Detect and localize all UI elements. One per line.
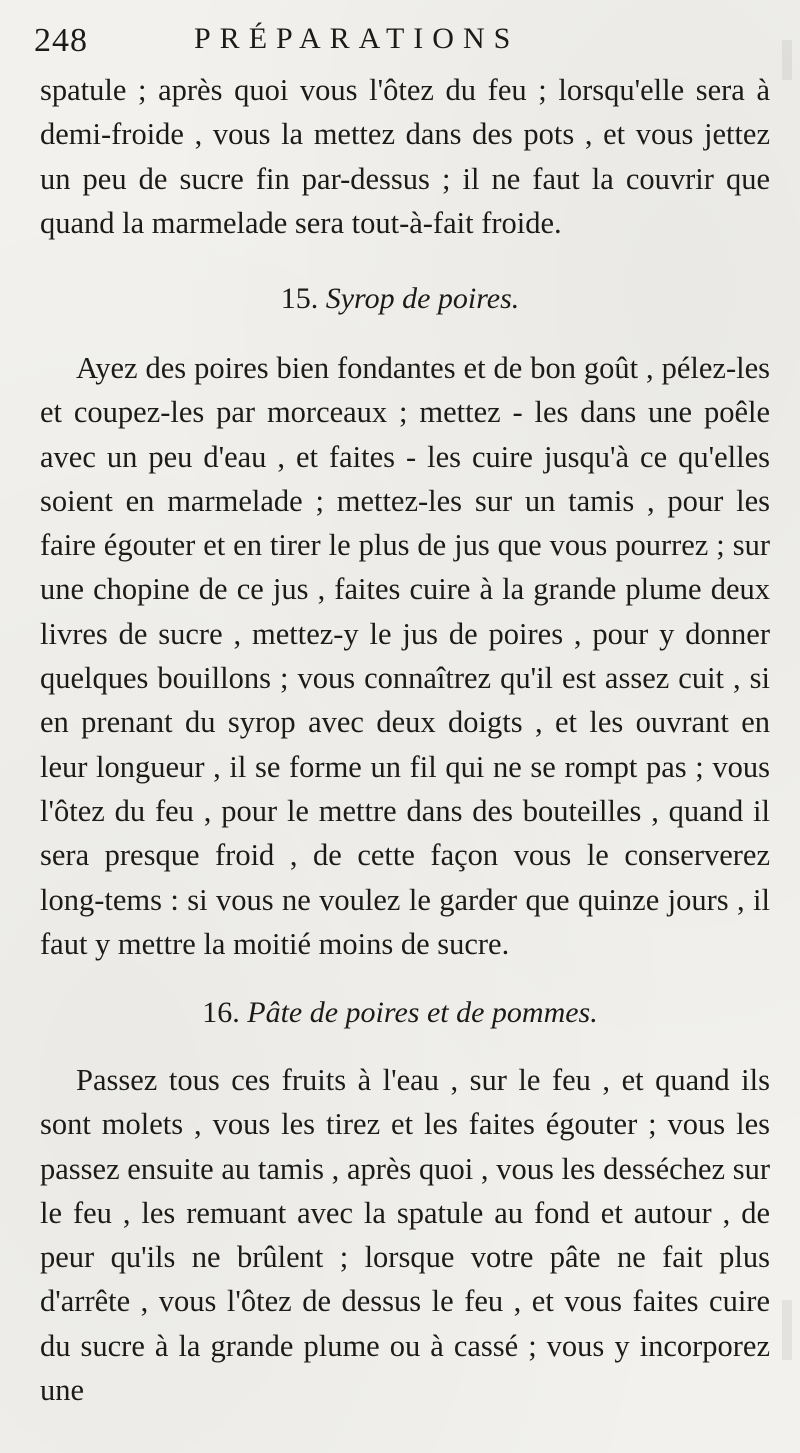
page-edge-shadow: [782, 40, 792, 80]
running-head: PRÉPARATIONS: [194, 22, 520, 55]
section-number: 15.: [280, 282, 319, 315]
page-header: [34, 22, 774, 66]
paragraph-continued: [40, 68, 770, 245]
section-heading-15: [0, 282, 800, 316]
page-number: 248: [34, 22, 88, 59]
section-number: 16.: [202, 996, 240, 1029]
paragraph-pate: [40, 1058, 770, 1412]
paragraph-syrop: [40, 346, 770, 966]
paragraph-text: Ayez des poires bien fondantes et de bon goût , pélez-les et coupez-les par morceaux ; mettez - les dans une poêle avec un peu d'eau , et faites - les cuire jusqu'à ce qu'elles soient en marmelade ; mettez-les sur un tamis , pour les faire égouter et en tirer le plus de jus que vous pourrez ; sur une chopine de ce jus , faites cuire à la grande plume deux livres de sucre , mettez-y le jus de poires , pour y donner quelques bouillons ; vous connaîtrez qu'il est assez cuit , si en prenant du syrop avec deux doigts , et les ouvrant en leur longueur , il se forme un fil qui ne se rompt pas ; vous l'ôtez du feu , pour le mettre dans des bouteilles , quand il sera presque froid , de cette façon vous le conserverez long-tems : si vous ne voulez le garder que quinze jours , il faut y mettre la moitié moins de sucre.: [40, 351, 770, 961]
section-heading-16: [0, 996, 800, 1030]
paragraph-text: Passez tous ces fruits à l'eau , sur le feu , et quand ils sont molets , vous les tirez et les faites égouter ; vous les passez ensuite au tamis , après quoi , vous les desséchez sur le feu , les remuant avec la spatule au fond et autour , de peur qu'ils ne brûlent ; lorsque votre pâte ne fait plus d'arrête , vous l'ôtez de dessus le feu , et vous faites cuire du sucre à la grande plume ou à cassé ; vous y incorporez une: [40, 1063, 770, 1408]
paragraph-text: spatule ; après quoi vous l'ôtez du feu ; lorsqu'elle sera à demi-froide , vous la mettez dans des pots , et vous jettez un peu de sucre fin par-dessus ; il ne faut la couvrir que quand la marmelade sera tout-à-fait froide.: [40, 73, 770, 240]
page-edge-shadow: [782, 1300, 792, 1360]
section-title: Pâte de poires et de pommes.: [247, 996, 598, 1029]
section-title: Syrop de poires.: [325, 282, 520, 315]
